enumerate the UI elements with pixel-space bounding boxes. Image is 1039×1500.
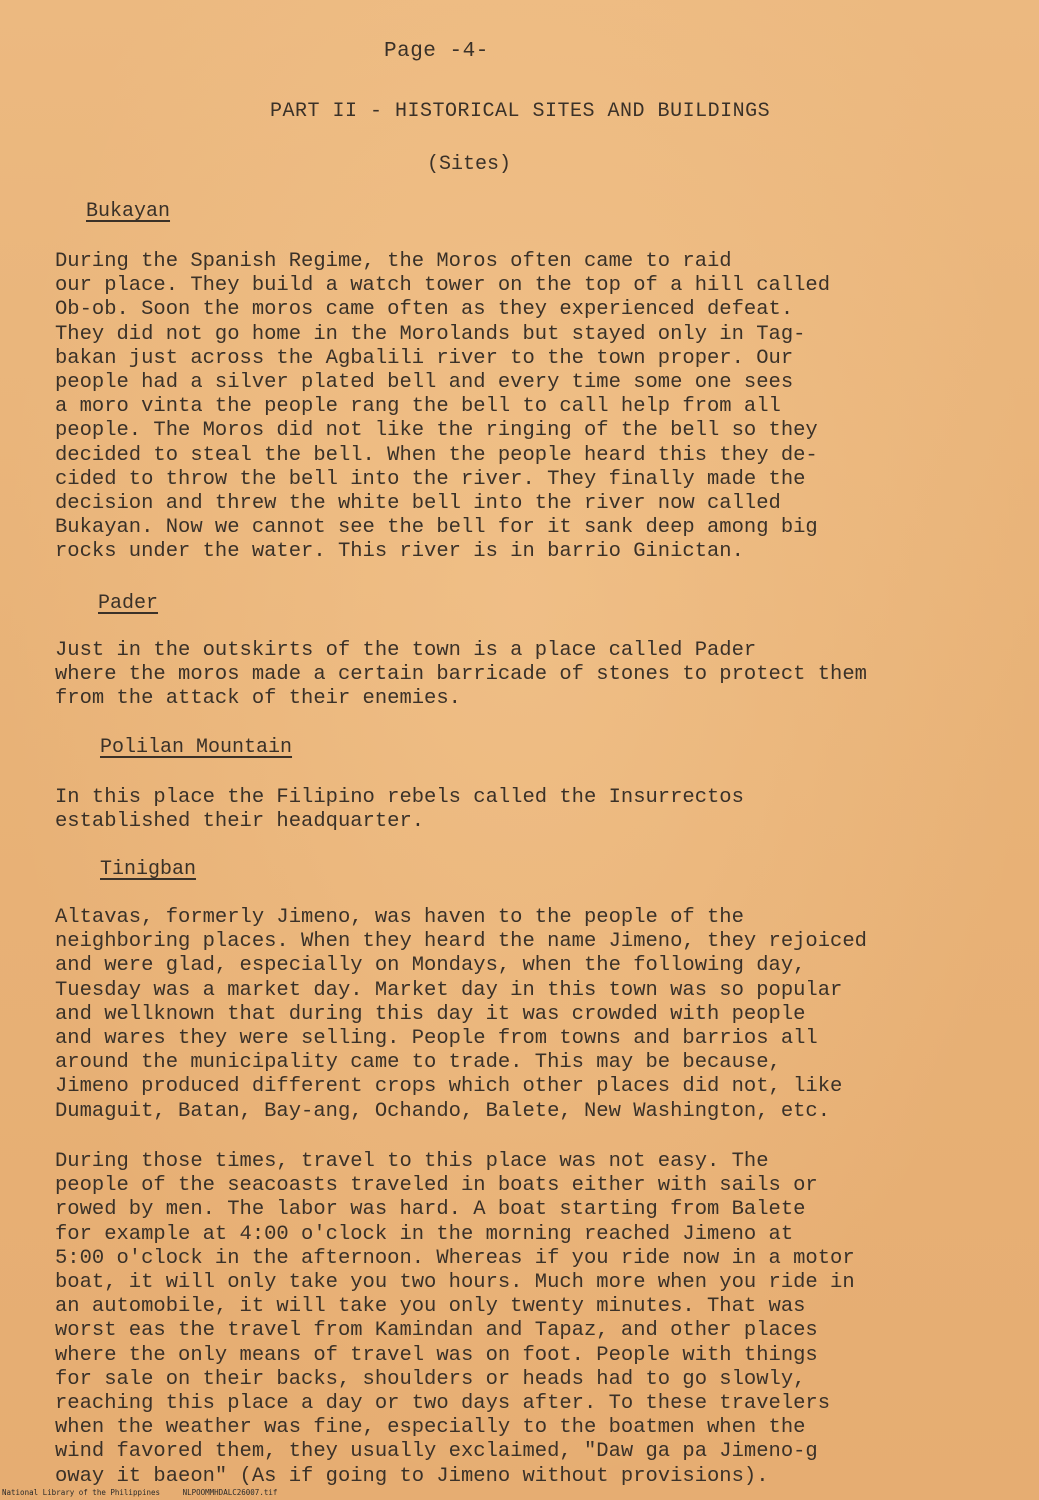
- section-heading-tinigban: Tinigban: [100, 858, 197, 881]
- section-heading-bukayan: Bukayan: [86, 200, 171, 223]
- page-number: Page -4-: [384, 40, 489, 63]
- section-subtitle: (Sites): [427, 153, 512, 176]
- section-heading-polilan-mountain: Polilan Mountain: [100, 736, 293, 759]
- part-title: PART II - HISTORICAL SITES AND BUILDINGS: [270, 100, 771, 123]
- paragraph-pader: Just in the outskirts of the town is a place called Pader where the moros made a certain barricade of stones to protect them from the attack of their enemies.: [55, 639, 867, 711]
- footer-library: National Library of the Philippines: [2, 1488, 161, 1497]
- paragraph-polilan-mountain: In this place the Filipino rebels called the Insurrectos established their headquarter.: [55, 786, 744, 834]
- paragraph-tinigban-2: During those times, travel to this place was not easy. The people of the seacoasts traveled in boats either with sails or rowed by men. The labor was hard. A boat starting from Balete for example at 4:00 o'clock in the morning reached Jimeno at 5:00 o'clock in the afternoon. Whereas if you ride now in a motor boat, it will only take you two hours. Much more when you ride in an automobile, it will take you only twenty minutes. That was worst eas the travel from Kamindan and Tapaz, and other places where the only means of travel was on foot. People with things for sale on their backs, shoulders or heads had to go slowly, reaching this place a day or two days after. To these travelers when the weather was fine, especially to the boatmen when the wind favored them, they usually exclaimed, "Daw ga pa Jimeno-g oway it baeon" (As if going to Jimeno without provisions).: [55, 1150, 855, 1488]
- section-heading-pader: Pader: [98, 592, 159, 615]
- scan-footer: [2, 1488, 295, 1497]
- footer-file-id: NLPOOMMHDALC26007.tif: [182, 1488, 278, 1497]
- paragraph-tinigban-1: Altavas, formerly Jimeno, was haven to the people of the neighboring places. When they heard the name Jimeno, they rejoiced and were glad, especially on Mondays, when the following day, Tuesday was a market day. Market day in this town was so popular and wellknown that during this day it was crowded with people and wares they were selling. People from towns and barrios all around the municipality came to trade. This may be because, Jimeno produced different crops which other places did not, like Dumaguit, Batan, Bay-ang, Ochando, Balete, New Washington, etc.: [55, 906, 867, 1123]
- paragraph-bukayan: During the Spanish Regime, the Moros often came to raid our place. They build a watch tower on the top of a hill called Ob-ob. Soon the moros came often as they experienced defeat. They did not go home in the Morolands but stayed only in Tag- bakan just across the Agbalili river to the town proper. Our people had a silver plated bell and every time some one sees a moro vinta the people rang the bell to call help from all people. The Moros did not like the ringing of the bell so they decided to steal the bell. When the people heard this they de- cided to throw the bell into the river. They finally made the decision and threw the white bell into the river now called Bukayan. Now we cannot see the bell for it sank deep among big rocks under the water. This river is in barrio Ginictan.: [55, 250, 831, 564]
